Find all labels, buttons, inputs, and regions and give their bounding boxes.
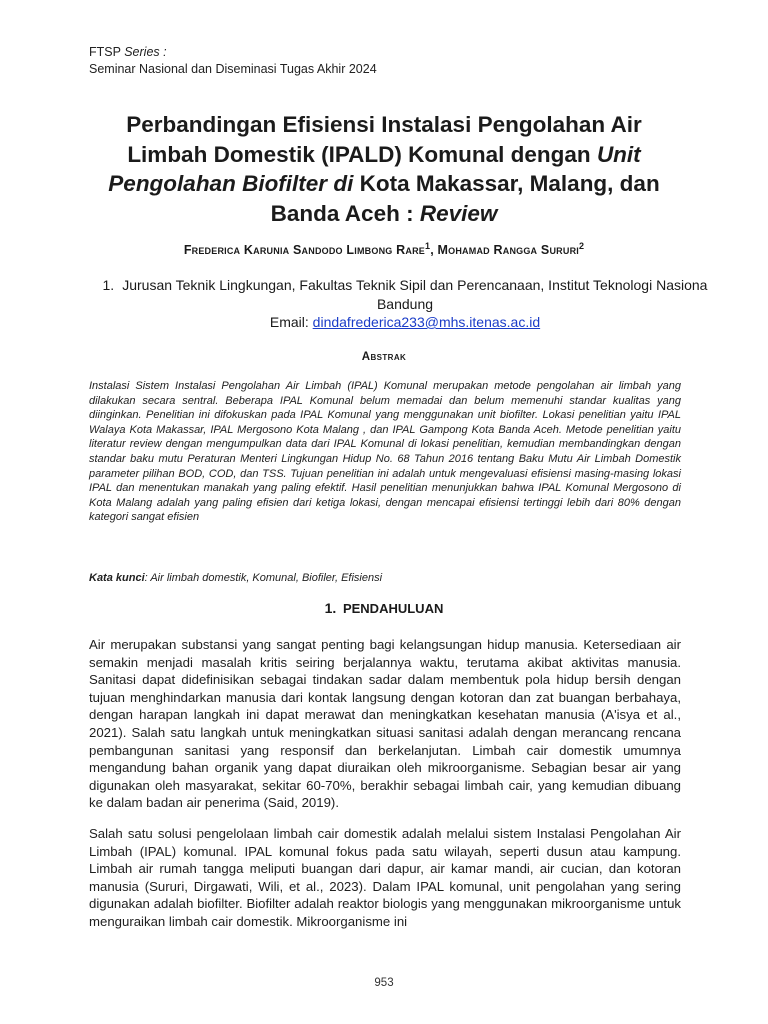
- author-2: Mohamad Rangga Sururi: [437, 243, 579, 258]
- title-part4: Review: [419, 200, 498, 226]
- keywords: [89, 571, 681, 586]
- keywords-text: : Air limbah domestik, Komunal, Biofiler, Efisiensi: [144, 572, 383, 584]
- page-number: 953: [374, 977, 394, 989]
- affiliation-block: [100, 276, 710, 332]
- affiliation-line: [100, 276, 710, 313]
- email-link[interactable]: dindafrederica233@mhs.itenas.ac.id: [312, 314, 541, 330]
- section-title: PENDAHULUAN: [342, 601, 444, 616]
- email-label: Email:: [269, 314, 313, 330]
- email-line: [100, 313, 710, 332]
- keywords-label: Kata kunci: [89, 572, 145, 584]
- affiliation-text: Jurusan Teknik Lingkungan, Fakultas Teknik Sipil dan Perencanaan, Institut Teknologi Nasiona Bandung: [122, 277, 708, 312]
- author-separator: ,: [430, 243, 438, 258]
- author-2-affil: 2: [578, 241, 585, 251]
- abstract-heading: Abstrak: [361, 351, 407, 363]
- title-part2: Unit Pengolahan Biofilter di: [108, 141, 641, 196]
- body-paragraph: Salah satu solusi pengelolaan limbah cair domestik adalah melalui sistem Instalasi Pengolahan Air Limbah (IPAL) komunal. IPAL komunal fokus pada satu wilayah, seperti dusun atau kampung. Limbah air rumah tangga meliputi buangan dari dapur, air kamar mandi, air cucian, dan kotoran manusia (Sururi, Dirgawati, Wili, et al., 2023). Dalam IPAL komunal, unit pengolahan yang sering digunakan adalah biofilter. Biofilter adalah reaktor biologis yang menggunakan mikroorganisme untuk menguraikan limbah cair domestik. Mikroorganisme ini: [89, 826, 681, 929]
- body-paragraph: Air merupakan substansi yang sangat penting bagi kelangsungan hidup manusia. Ketersediaan air semakin menjadi masalah kritis seiring berjalannya waktu, terutama akibat aktivitas manusia. Sanitasi dapat didefinisikan sebagai tindakan sadar dalam membentuk pola hidup bersih dengan tujuan menghindarkan manusia dari kontak langsung dengan kotoran dan zat buangan berbahaya, dengan harapan langkah ini dapat merawat dan meningkatkan kesehatan manusia (A'isya et al., 2021). Salah satu langkah untuk meningkatkan situasi sanitasi adalah dengan merancang rencana pembangunan sanitasi yang responsif dan berkelanjutan. Limbah cair domestik umumnya mengandung bahan organik yang dapat diuraikan oleh mikroorganisme. Sebagian besar air yang digunakan oleh masyarakat, sekitar 60-70%, berakhir sebagai limbah cair, yang kemudian dibuang ke dalam badan air penerima (Said, 2019).: [89, 637, 681, 811]
- series-header: [89, 44, 377, 78]
- author-1: Frederica Karunia Sandodo Limbong Rare: [183, 243, 425, 258]
- section-heading: [0, 600, 768, 616]
- series-name: FTSP: [89, 45, 121, 59]
- title-part1: Perbandingan Efisiensi Instalasi Pengolahan Air Limbah Domestik (IPALD) Komunal dengan: [126, 112, 642, 167]
- abstract-text: Instalasi Sistem Instalasi Pengolahan Air Limbah (IPAL) Komunal merupakan metode pengolahan air limbah yang dilakukan secara sentral. Beberapa IPAL Komunal belum memadai dan belum memenuhi standar kualitas yang diinginkan. Penelitian ini difokuskan pada IPAL Komunal yang menggunakan unit biofilter. Lokasi penelitian yaitu IPAL Walaya Kota Makassar, IPAL Mergosono Kota Malang , dan IPAL Gampong Kota Banda Aceh. Metode penelitian yaitu literatur review dengan mengumpulkan data dari IPAL Komunal di lokasi penelitian, kemudian membandingkan dengan standar baku mutu Peraturan Menteri Lingkungan Hidup No. 68 Tahun 2016 tentang Baku Mutu Air Limbah Domestik parameter pilihan BOD, COD, dan TSS. Tujuan penelitian ini adalah untuk mengevaluasi efisiensi masing-masing lokasi IPAL dan menentukan manakah yang paling efektif. Hasil penelitian menunjukkan bahwa IPAL Komunal Mergosono di Kota Malang adalah yang paling efisien dari ketiga lokasi, dengan mencapai efisiensi tertinggi lebih dari 80% dengan kategori sangat efisien: [89, 380, 681, 524]
- author-1-affil: 1: [424, 241, 431, 251]
- series-label: Series :: [124, 45, 167, 59]
- affiliation-number: 1.: [102, 277, 115, 293]
- seminar-name: Seminar Nasional dan Diseminasi Tugas Akhir 2024: [89, 62, 377, 76]
- series-line: [89, 44, 377, 61]
- title-part3: Kota Makassar, Malang, dan Banda Aceh :: [270, 171, 660, 226]
- author-list: [60, 241, 708, 257]
- paper-title: [100, 110, 668, 228]
- section-number: 1.: [324, 600, 337, 616]
